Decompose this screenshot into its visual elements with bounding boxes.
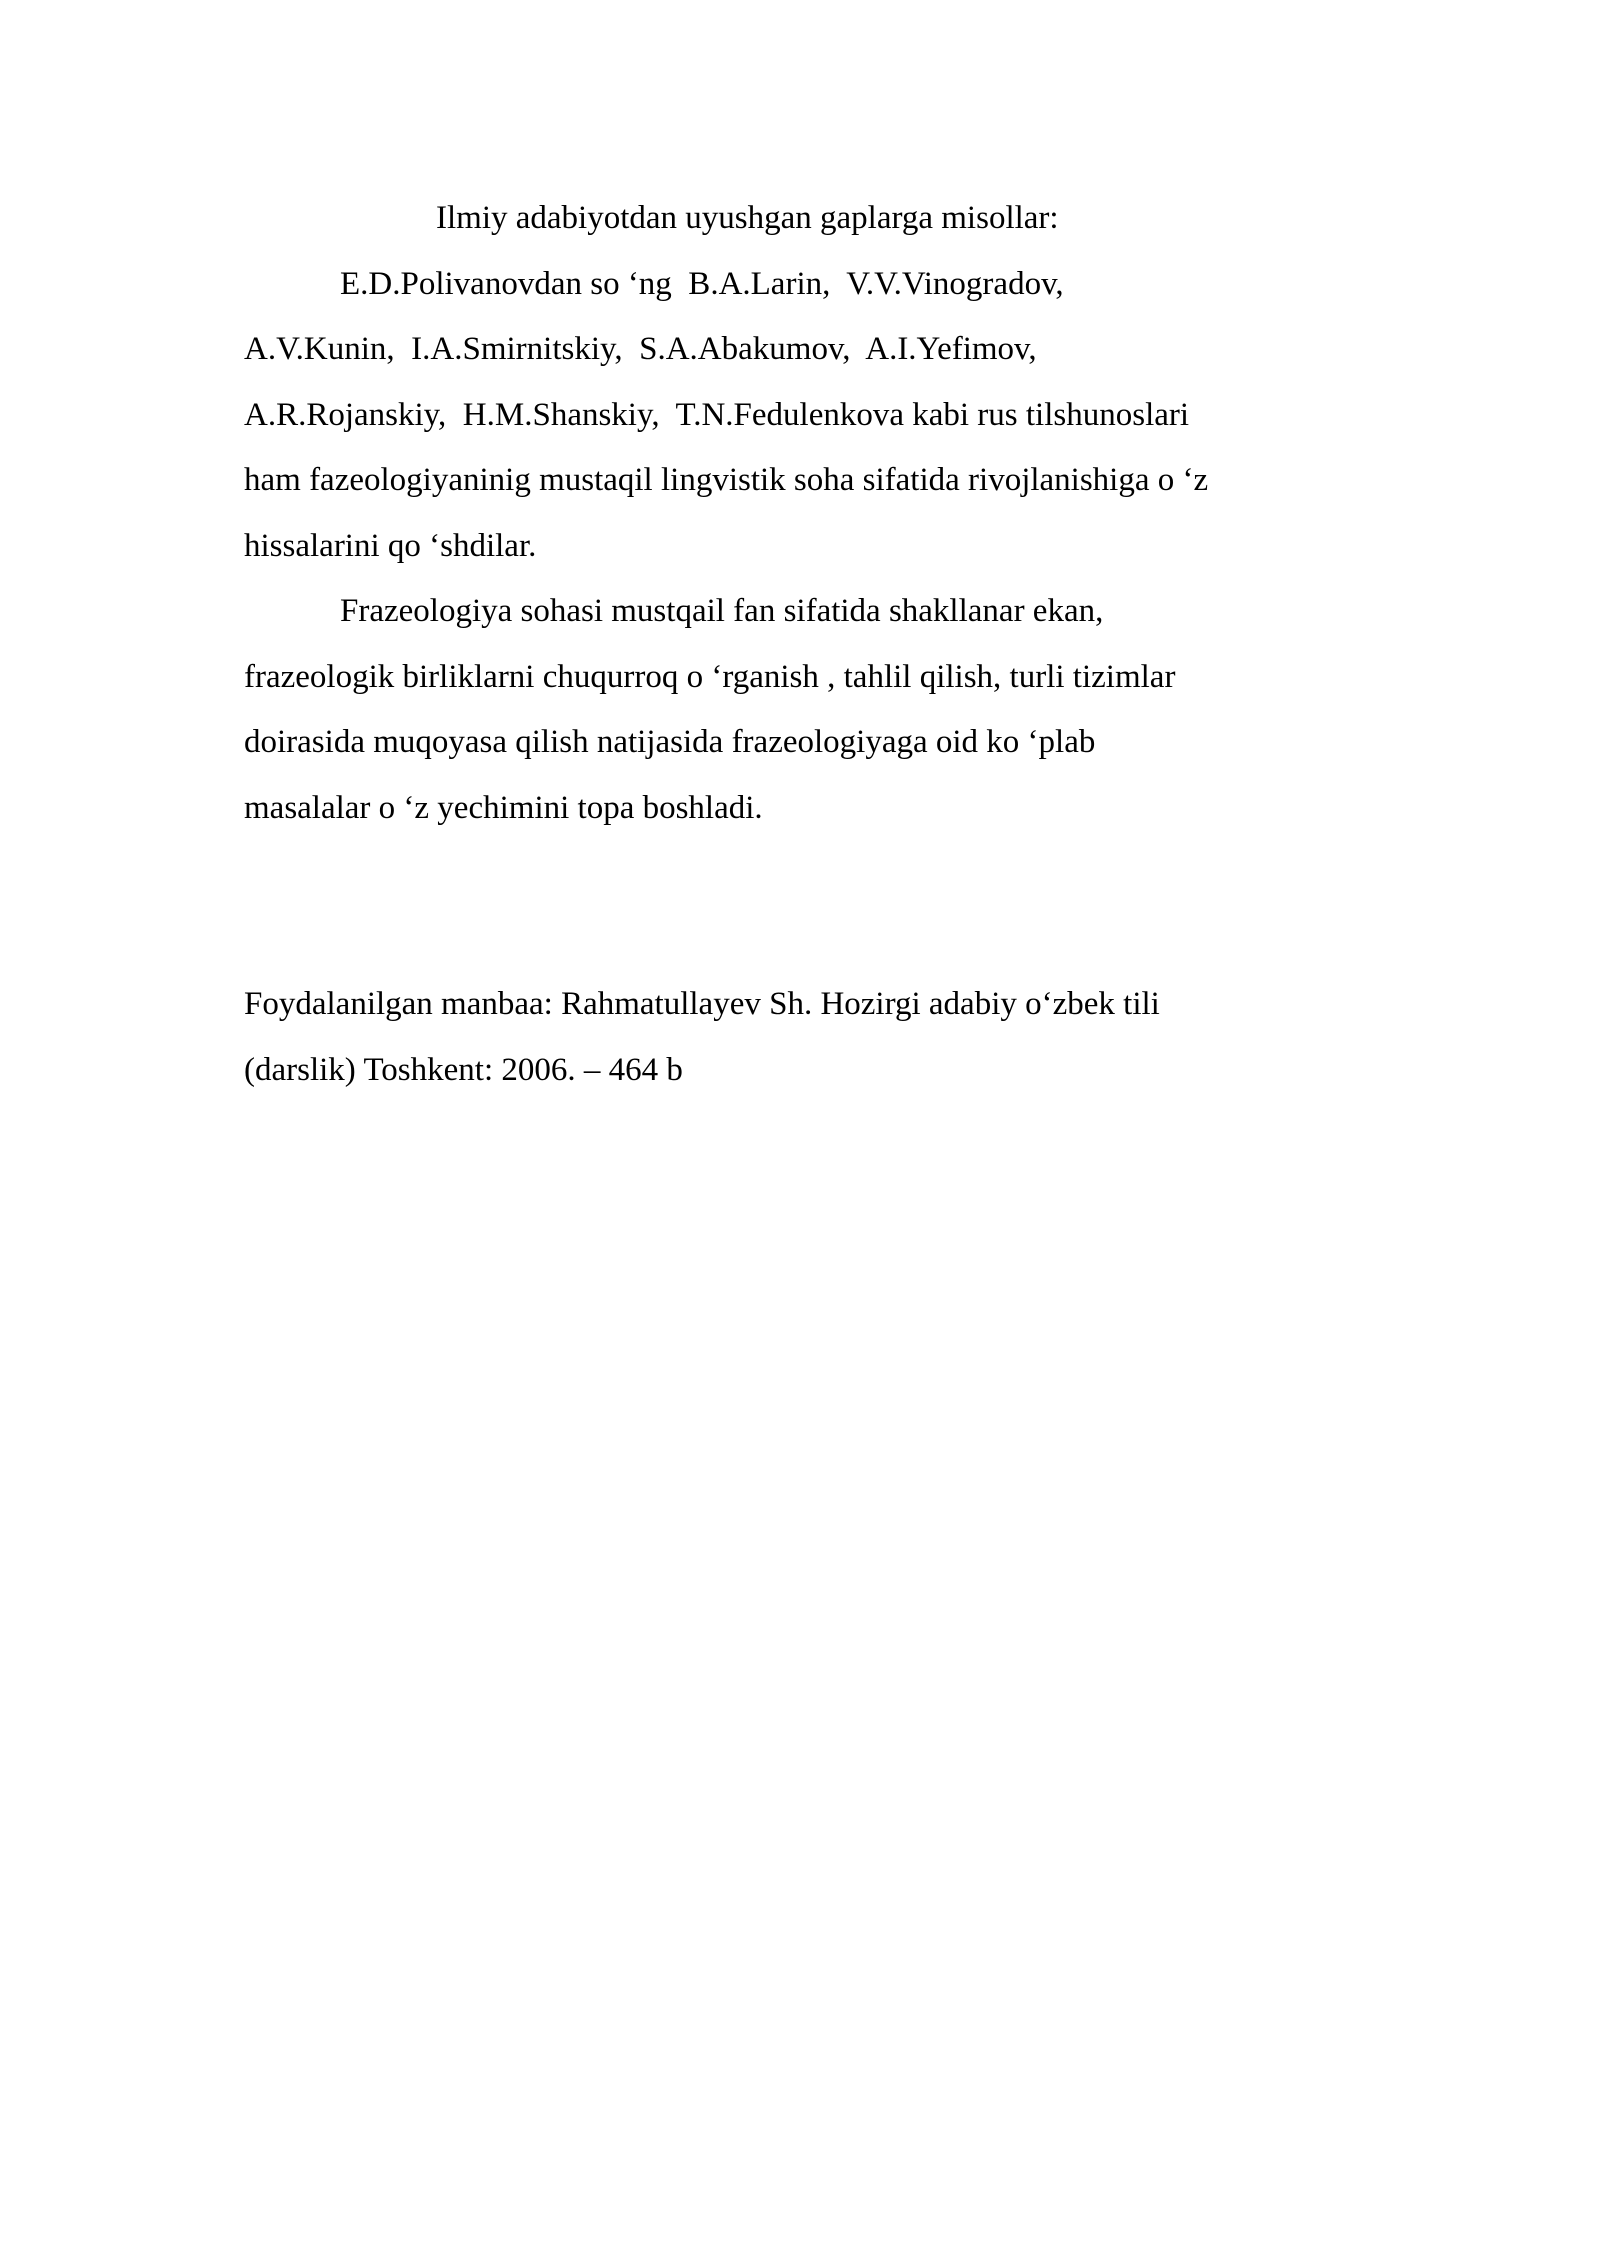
paragraph-line: doirasida muqoyasa qilish natijasida frazeologiyaga oid ko ‘plab — [244, 724, 1096, 760]
paragraph-authors — [244, 252, 1364, 580]
paragraph-line: E.D.Polivanovdan so ‘ng B.A.Larin, V.V.Vinogradov, — [340, 265, 1064, 302]
paragraph-line: hissalarini qo ‘shdilar. — [244, 527, 537, 564]
paragraph-line: Frazeologiya sohasi mustqail fan sifatida shakllanar ekan, — [340, 593, 1104, 629]
paragraph-line: ham fazeologiyaninig mustaqil lingvistik soha sifatida rivojlanishiga o ‘z — [244, 462, 1209, 498]
document-heading: Ilmiy adabiyotdan uyushgan gaplarga misollar: — [436, 200, 1059, 236]
paragraph-phraseology — [244, 579, 1364, 841]
source-line: (darslik) Toshkent: 2006. – 464 b — [244, 1051, 683, 1088]
paragraph-line: A.V.Kunin, I.A.Smirnitskiy, S.A.Abakumov, A.I.Yefimov, — [244, 331, 1037, 367]
document-page — [244, 186, 1364, 1103]
paragraph-line: A.R.Rojanskiy, H.M.Shanskiy, T.N.Fedulenkova kabi rus tilshunoslari — [244, 396, 1190, 433]
source-line: Foydalanilgan manbaa: Rahmatullayev Sh. Hozirgi adabiy o‘zbek tili — [244, 986, 1160, 1022]
paragraph-line: frazeologik birliklarni chuqurroq o ‘rganish , tahlil qilish, turli tizimlar — [244, 658, 1176, 695]
source-reference — [244, 972, 1364, 1103]
blank-space — [244, 841, 1364, 972]
paragraph-line: masalalar o ‘z yechimini topa boshladi. — [244, 789, 763, 826]
